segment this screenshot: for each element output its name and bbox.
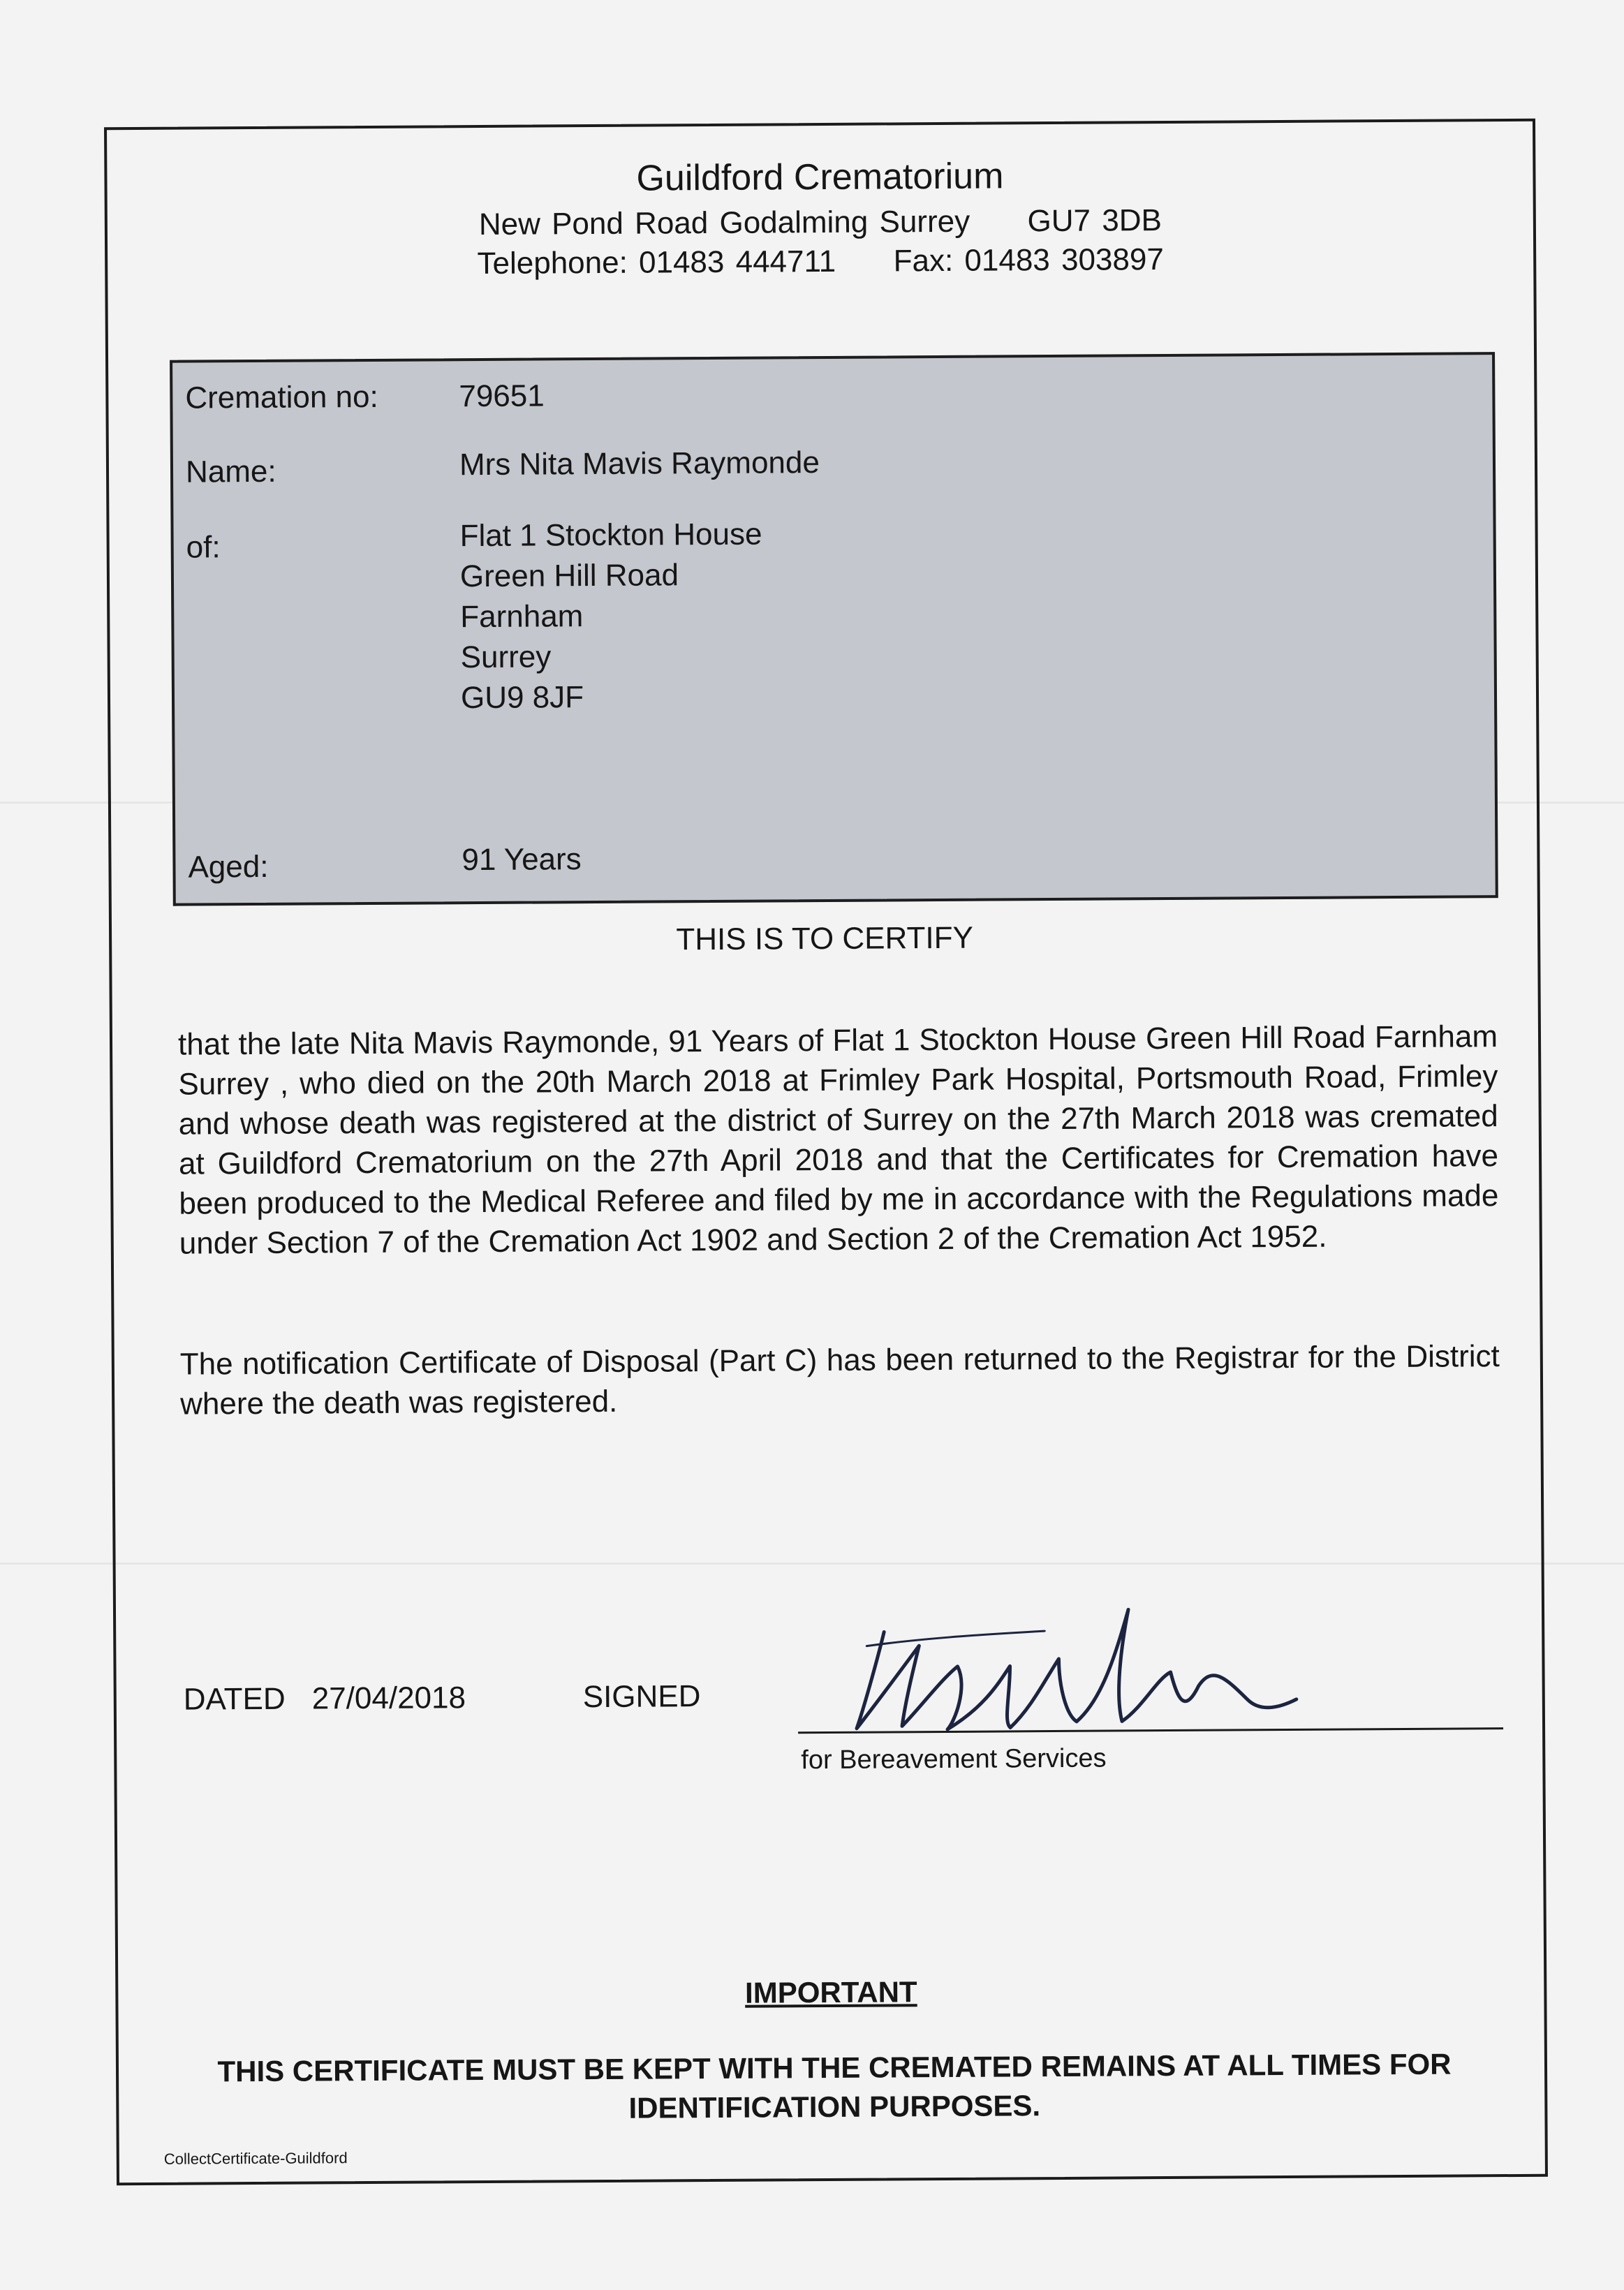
important-heading: IMPORTANT <box>744 1975 917 2009</box>
cremation-no-value: 79651 <box>459 378 545 414</box>
crematorium-name: Guildford Crematorium <box>636 156 1004 199</box>
aged-value: 91 Years <box>462 842 582 878</box>
bereavement-services-label: for Bereavement Services <box>801 1743 1107 1775</box>
fax-number: Fax: 01483 303897 <box>893 242 1165 279</box>
address-line-5: GU9 8JF <box>460 680 584 716</box>
address-line-1: Flat 1 Stockton House <box>459 517 762 554</box>
address-line-3: Farnham <box>460 599 584 635</box>
deceased-details-box <box>170 352 1498 906</box>
aged-label: Aged: <box>188 849 269 885</box>
form-code: CollectCertificate-Guildford <box>163 2149 348 2168</box>
address-line-4: Surrey <box>460 640 552 675</box>
warning-line-2: IDENTIFICATION PURPOSES. <box>628 2089 1041 2125</box>
crematorium-contact <box>108 240 1533 283</box>
handwritten-signature <box>835 1602 1324 1744</box>
certificate-frame <box>104 119 1548 2185</box>
telephone-number: Telephone: 01483 444711 <box>477 244 836 281</box>
retention-warning <box>175 2044 1495 2131</box>
name-label: Name: <box>185 454 276 489</box>
address-postcode: GU7 3DB <box>1027 203 1162 239</box>
address-town: Godalming Surrey <box>719 204 970 240</box>
dated-value: 27/04/2018 <box>311 1680 466 1716</box>
address-label: of: <box>186 530 221 565</box>
certification-paragraph: that the late Nita Mavis Raymonde, 91 Years of Flat 1 Stockton House Green Hill Road Farnham Surrey , who died on the 20th March 2018 at Frimley Park Hospital, Portsmouth Road, Frimley and whose death was registered at the district of Surrey on the 27th March 2018 was cremated at Guildford Crematorium on the 27th April 2018 and that the Certificates for Cremation have been produced to the Medical Referee and filed by me in accordance with the Regulations made under Section 7 of the Cremation Act 1902 and Section 2 of the Cremation Act 1952. <box>177 1019 1499 1261</box>
address-street: New Pond Road <box>478 206 709 242</box>
notification-paragraph: The notification Certificate of Disposal (Part C) has been returned to the Registrar for the District where the death was registered. <box>179 1339 1500 1421</box>
dated-label: DATED <box>183 1681 286 1717</box>
cremation-no-label: Cremation no: <box>185 379 378 415</box>
warning-line-1: THIS CERTIFICATE MUST BE KEPT WITH THE CREMATED REMAINS AT ALL TIMES FOR <box>217 2047 1452 2088</box>
crematorium-address <box>108 201 1533 244</box>
name-value: Mrs Nita Mavis Raymonde <box>459 445 820 482</box>
address-line-2: Green Hill Road <box>459 558 679 594</box>
signed-label: SIGNED <box>582 1679 701 1715</box>
certify-heading: THIS IS TO CERTIFY <box>676 920 973 957</box>
